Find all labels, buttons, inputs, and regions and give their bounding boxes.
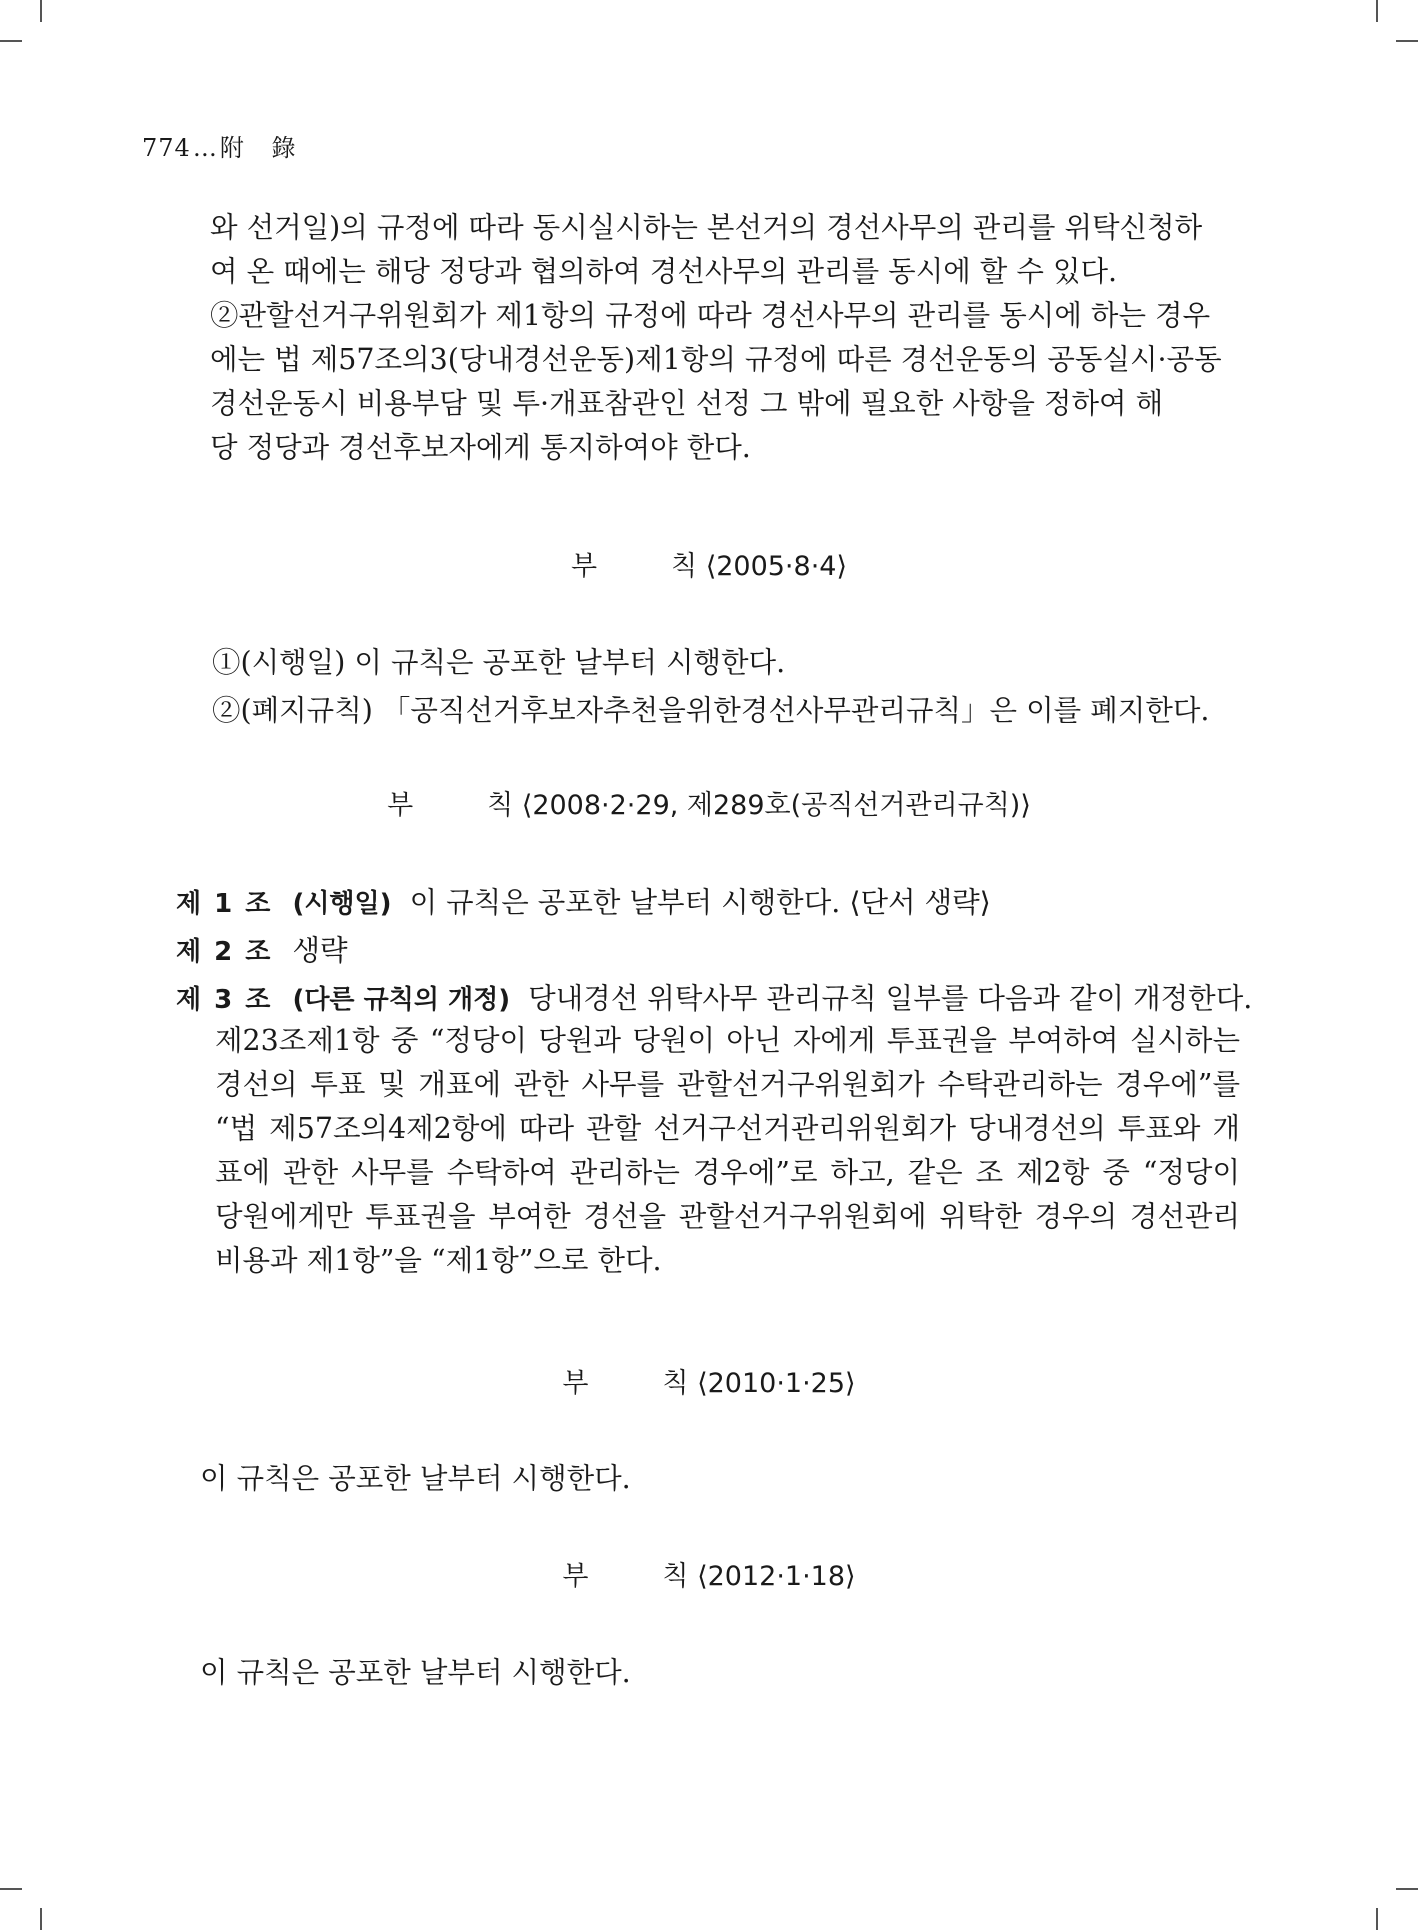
paragraph-2: [210, 294, 1240, 470]
heading-date: ⟨2008·2·29, 제289호(공직선거관리규칙)⟩: [521, 790, 1031, 821]
article-1: [176, 880, 991, 921]
heading-chik: 칙: [662, 1561, 689, 1592]
article-text: 생략: [292, 934, 348, 967]
article-text: 당내경선 위탁사무 관리규칙 일부를 다음과 같이 개정한다.: [528, 982, 1253, 1015]
continued-paragraph: [210, 206, 1240, 294]
paragraph-line: 와 선거일)의 규정에 따라 동시실시하는 본선거의 경선사무의 관리를 위탁신청하: [210, 211, 1203, 244]
crop-mark: [0, 40, 22, 42]
crop-mark: [1396, 1888, 1418, 1890]
paragraph-line: 에는 법 제57조의3(당내경선운동)제1항의 규정에 따른 경선운동의 공동실시·공동: [210, 343, 1222, 376]
article-title: (다른 규칙의 개정): [292, 985, 511, 1015]
addendum-heading-2005: [0, 544, 1418, 583]
article-title: (시행일): [292, 889, 392, 919]
crop-mark: [1396, 40, 1418, 42]
crop-mark: [40, 0, 42, 22]
header-separator: …: [192, 134, 218, 162]
addendum-item: ②(폐지규칙) 「공직선거후보자추천을위한경선사무관리규칙」은 이를 폐지한다.: [212, 694, 1210, 727]
page-number: 774: [142, 134, 191, 162]
heading-bu: 부: [387, 790, 414, 821]
addendum-heading-2012: [0, 1554, 1418, 1593]
paragraph-line: 당원에게만 투표권을 부여한 경선을 관할선거구위원회에 위탁한 경우의 경선관리: [215, 1200, 1240, 1233]
addendum-text: 이 규칙은 공포한 날부터 시행한다.: [200, 1462, 631, 1495]
heading-bu: 부: [571, 551, 598, 582]
paragraph-line: 당 정당과 경선후보자에게 통지하여야 한다.: [210, 431, 751, 464]
article-3-body: [215, 1019, 1240, 1283]
heading-chik: 칙: [671, 551, 698, 582]
crop-mark: [1376, 1908, 1378, 1930]
article-text: 이 규칙은 공포한 날부터 시행한다. ⟨단서 생략⟩: [409, 886, 991, 919]
paragraph-line: ②관할선거구위원회가 제1항의 규정에 따라 경선사무의 관리를 동시에 하는 경우: [210, 299, 1211, 332]
article-number: 제 3 조: [176, 985, 273, 1015]
crop-mark: [0, 1888, 22, 1890]
paragraph-line: 비용과 제1항”을 “제1항”으로 한다.: [215, 1244, 662, 1277]
addendum-heading-2010: [0, 1361, 1418, 1400]
addendum-text: 이 규칙은 공포한 날부터 시행한다.: [200, 1656, 631, 1689]
heading-bu: 부: [562, 1561, 589, 1592]
heading-chik: 칙: [662, 1368, 689, 1399]
article-3: [176, 976, 1252, 1017]
paragraph-line: 여 온 때에는 해당 정당과 협의하여 경선사무의 관리를 동시에 할 수 있다.: [210, 255, 1118, 288]
heading-date: ⟨2010·1·25⟩: [697, 1368, 856, 1399]
addendum-heading-2008: [0, 783, 1418, 822]
article-number: 제 1 조: [176, 889, 273, 919]
heading-bu: 부: [562, 1368, 589, 1399]
crop-mark: [1376, 0, 1378, 22]
heading-date: ⟨2005·8·4⟩: [705, 551, 847, 582]
article-number: 제 2 조: [176, 937, 273, 967]
heading-chik: 칙: [487, 790, 514, 821]
paragraph-line: 경선의 투표 및 개표에 관한 사무를 관할선거구위원회가 수탁관리하는 경우에”를: [215, 1068, 1240, 1101]
header-section: 附 錄: [219, 134, 306, 162]
crop-mark: [40, 1908, 42, 1930]
addendum-item: ①(시행일) 이 규칙은 공포한 날부터 시행한다.: [212, 646, 786, 679]
paragraph-line: “법 제57조의4제2항에 따라 관할 선거구선거관리위원회가 당내경선의 투표와 개: [215, 1112, 1240, 1145]
article-2: [176, 928, 348, 969]
paragraph-line: 표에 관한 사무를 수탁하여 관리하는 경우에”로 하고, 같은 조 제2항 중 “정당이: [215, 1156, 1240, 1189]
paragraph-line: 제23조제1항 중 “정당이 당원과 당원이 아닌 자에게 투표권을 부여하여 실시하는: [215, 1024, 1240, 1057]
heading-date: ⟨2012·1·18⟩: [697, 1561, 856, 1592]
running-header: [142, 128, 305, 163]
paragraph-line: 경선운동시 비용부담 및 투·개표참관인 선정 그 밖에 필요한 사항을 정하여 해: [210, 387, 1164, 420]
